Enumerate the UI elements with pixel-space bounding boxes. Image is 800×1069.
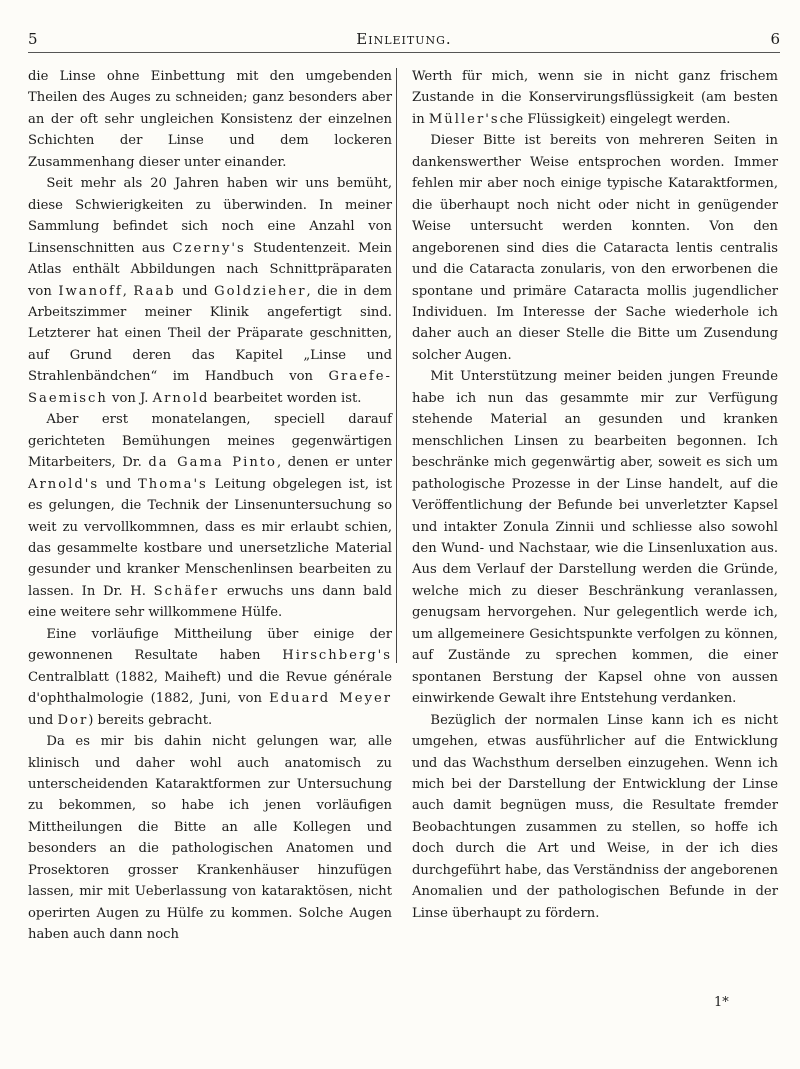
text-run: Dieser Bitte ist bereits von mehreren Seiten in dankenswerther Weise entsprochen worden. Immer fehlen mir aber noch einige typische Kataraktformen, die überhaupt noch nicht oder nicht in genügender Weise untersucht werden konnten. Von den angeborenen sind dies die Cataracta lentis centralis und die Cataracta zonularis, von den erworbenen die spontane und primäre Cataracta mollis jugendlicher Individuen. Im Interesse der Sache wiederhole ich daher auch an dieser Stelle die Bitte um Zusendung solcher Augen.: [412, 133, 778, 363]
text-run: Werth für mich, wenn sie in nicht ganz frischem Zustande in die Konservirungsflüssigkeit (am besten in: [412, 69, 778, 127]
text-column-right: [412, 66, 778, 924]
spaced-name: da Gama Pinto: [148, 455, 277, 471]
text-run: che Flüssigkeit) eingelegt werden.: [499, 111, 731, 127]
text-run: Mit Unterstützung meiner beiden jungen Freunde habe ich nun das gesammte mir zur Verfügung stehende Material an gesunden und kranken menschlichen Linsen zu bearbeiten begonnen. Ich beschränke mich gegenwärtig aber, soweit es sich um pathologische Prozesse in der Linse handelt, auf die Veröffentlichung der Befunde bei unverletzter Kapsel und intakter Zonula Zinnii und schliesse also sowohl den Wund- und Nachstaar, wie die Linsenluxation aus. Aus dem Verlauf der Darstellung werden die Gründe, welche mich zu dieser Beschränkung veranlassen, genugsam hervorgehen. Nur gelegentlich werde ich, um allgemeinere Gesichtspunkte verfolgen zu können, auf Zustände zu sprechen kommen, die einer spontanen Berstung der Kapsel ohne von aussen einwirkende Gewalt ihre Entstehung verdanken.: [412, 369, 778, 707]
paragraph: [28, 409, 392, 624]
text-column-left: [28, 66, 392, 946]
text-run: , die in dem Arbeitszimmer meiner Klinik angefertigt sind. Letzterer hat einen Theil der Präparate geschnitten, auf Grund deren das Kapitel „Linse und Strahlenbändchen“ im Handbuch von: [28, 283, 392, 385]
text-run: Studentenzeit. Mein Atlas enthält Abbildungen nach Schnittpräparaten von: [28, 240, 392, 299]
text-run: Aber erst monatelangen, speciell darauf gerichteten Bemühungen meines gegenwärtigen Mitarbeiters, Dr.: [28, 412, 392, 471]
column-divider: [396, 68, 397, 663]
spaced-name: Hirschberg's: [282, 648, 392, 664]
text-run: , denen er unter: [276, 455, 392, 471]
signature-mark: 1*: [714, 995, 729, 1010]
text-run: Da es mir bis dahin nicht gelungen war, alle klinisch und daher wohl auch anatomisch zu unterscheidenden Kataraktformen zur Untersuchung zu bekommen, so habe ich jenen vorläufigen Mittheilungen die Bitte an alle Kollegen und besonders an die pathologischen Anatomen und Prosektoren grosser Krankenhäuser hinzufügen lassen, mir mit Ueberlassung von kataraktösen, nicht operirten Augen zu Hülfe zu kommen. Solche Augen haben auch dann noch: [28, 734, 392, 943]
text-run: Leitung obgelegen ist, ist es gelungen, die Technik der Linsenuntersuchung so weit zu vervollkommnen, dass es mir erlaubt schien, das gesammelte kostbare und unersetzliche Material gesunder und kranker Menschenlinsen bearbeiten zu lassen. In Dr. H.: [28, 476, 392, 599]
spaced-name: Arnold's: [28, 476, 100, 492]
text-run: und: [175, 283, 215, 299]
spaced-name: Schäfer: [153, 583, 220, 599]
page-number-left: 5: [28, 30, 38, 48]
text-run: und: [99, 476, 139, 492]
text-run: Seit mehr als 20 Jahren haben wir uns bemüht, diese Schwierigkeiten zu überwinden. In meiner Sammlung befindet sich noch eine Anzahl von Linsenschnitten aus: [28, 176, 392, 256]
spaced-name: Goldzieher: [214, 283, 307, 299]
spaced-name: Dor: [57, 712, 89, 728]
text-run: erwuchs uns dann bald eine weitere sehr willkommene Hülfe.: [28, 583, 392, 621]
paragraph: [412, 66, 778, 130]
text-run: Centralblatt (1882, Maiheft) und die Revue générale d'ophthalmologie (1882, Juni, von: [28, 669, 392, 707]
page-number-right: 6: [770, 30, 780, 48]
spaced-name: Raab: [133, 283, 176, 299]
paragraph: [412, 366, 778, 709]
text-run: Eine vorläufige Mittheilung über einige der gewonnenen Resultate haben: [28, 626, 392, 664]
text-run: von J.: [107, 390, 153, 406]
paragraph: [28, 173, 392, 409]
paragraph: [412, 130, 778, 366]
spaced-name: Eduard Meyer: [269, 691, 393, 707]
running-header: [28, 30, 780, 53]
spaced-name: Iwanoff: [58, 283, 123, 299]
running-title: Einleitung.: [356, 30, 452, 48]
text-run: bearbeitet worden ist.: [209, 390, 362, 406]
paragraph: [28, 731, 392, 946]
text-run: ) bereits gebracht.: [88, 712, 213, 728]
paragraph: [28, 624, 392, 731]
text-run: Bezüglich der normalen Linse kann ich es nicht umgehen, etwas ausführlicher auf die Entwicklung und das Wachsthum derselben einzugehen. Wenn ich mich bei der Darstellung der Entwicklung der Linse auch damit begnügen muss, die Resultate fremder Beobachtungen zusammen zu stellen, so hoffe ich doch durch die Art und Weise, in der ich dies durchgeführt habe, das Verständniss der angeborenen Anomalien und der pathologischen Befunde in der Linse überhaupt zu fördern.: [412, 712, 778, 921]
spaced-name: Müller's: [428, 111, 500, 127]
paragraph: [28, 66, 392, 173]
spaced-name: Graefe-Saemisch: [28, 369, 392, 406]
text-run: die Linse ohne Einbettung mit den umgebenden Theilen des Auges zu schneiden; ganz besonders aber an der oft sehr ungleichen Konsistenz der einzelnen Schichten der Linse und dem lockeren Zusammenhang dieser unter einander.: [28, 69, 392, 170]
spaced-name: Thoma's: [138, 476, 208, 492]
text-run: und: [28, 712, 58, 728]
spaced-name: Czerny's: [172, 240, 246, 256]
text-run: ,: [122, 283, 134, 299]
paragraph: [412, 710, 778, 925]
spaced-name: Arnold: [152, 390, 210, 406]
